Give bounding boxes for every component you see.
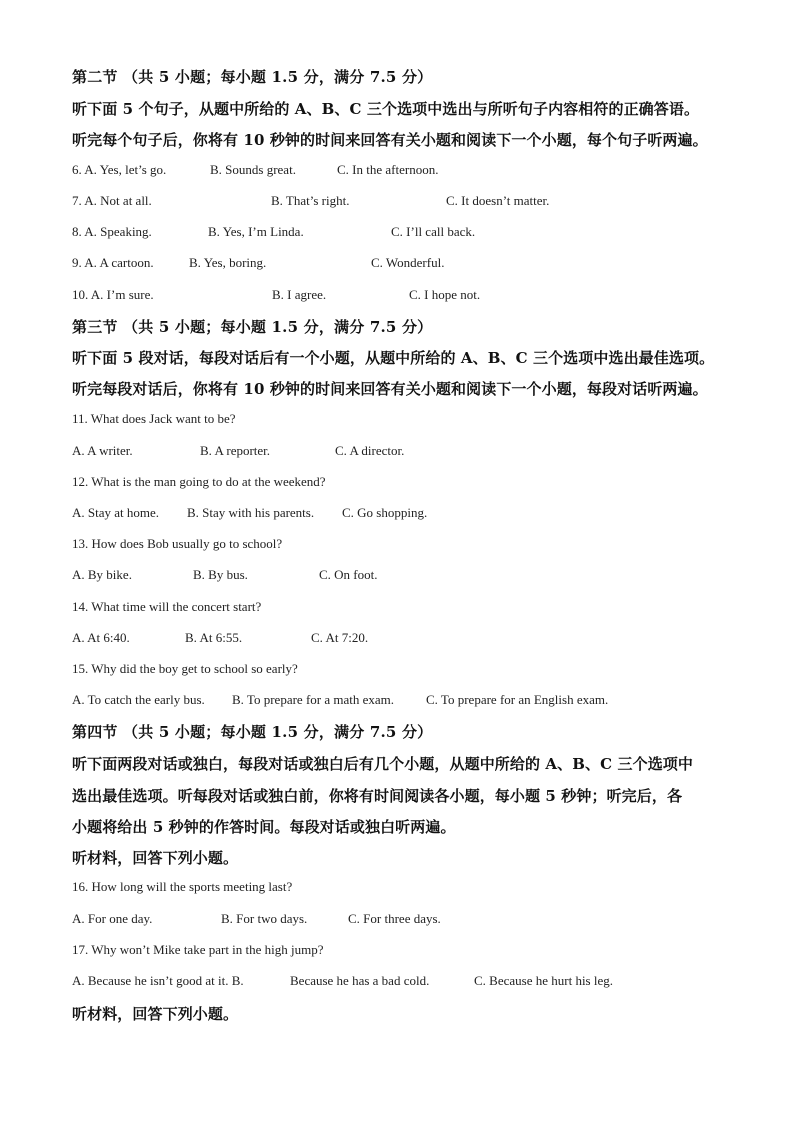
option-b: B. I agree.: [272, 287, 327, 302]
question-17-stem: 17. Why won’t Mike take part in the high jump?: [72, 942, 324, 957]
section-3-instruction: 听下面 5 段对话，每段对话后有一个小题，从题中所给的 A、B、C 三个选项中选出最佳选项。: [72, 349, 715, 367]
question-16-stem: 16. How long will the sports meeting last?: [72, 879, 293, 894]
option-b: Because he has a bad cold.: [290, 973, 430, 988]
section-3-instruction: 听完每段对话后，你将有 10 秒钟的时间来回答有关小题和阅读下一个小题，每段对话听两遍。: [72, 380, 708, 398]
section-2-instruction: 听完每个句子后，你将有 10 秒钟的时间来回答有关小题和阅读下一个小题，每个句子听两遍。: [72, 131, 708, 149]
option-b: B. Yes, boring.: [189, 255, 267, 270]
option-b: B. Sounds great.: [210, 162, 296, 177]
section-3-heading: 第三节 （共 5 小题；每小题 1.5 分，满分 7.5 分）: [72, 318, 433, 336]
section-4-instruction: 听下面两段对话或独白，每段对话或独白后有几个小题，从题中所给的 A、B、C 三个选项中: [72, 755, 694, 773]
option-c: C. I hope not.: [409, 287, 481, 302]
option-a: A. Because he isn’t good at it. B.: [72, 973, 244, 988]
option-b: B. Yes, I’m Linda.: [208, 224, 304, 239]
option-c: C. Because he hurt his leg.: [474, 973, 613, 988]
question-8-options: [0, 224, 794, 244]
question-10-options: [0, 287, 794, 307]
option-b: B. At 6:55.: [185, 630, 243, 645]
question-15-stem: 15. Why did the boy get to school so early?: [72, 661, 298, 676]
option-c: C. In the afternoon.: [337, 162, 439, 177]
option-a: 10. A. I’m sure.: [72, 287, 154, 302]
option-b: B. To prepare for a math exam.: [232, 692, 395, 707]
material-prompt: 听材料，回答下列小题。: [72, 849, 239, 867]
question-17-options: [0, 973, 794, 993]
option-c: C. Go shopping.: [342, 505, 428, 520]
question-7-options: [0, 193, 794, 213]
question-11-options: [0, 443, 794, 463]
question-13-stem: 13. How does Bob usually go to school?: [72, 536, 283, 551]
option-a: 9. A. A cartoon.: [72, 255, 154, 270]
question-14-stem: 14. What time will the concert start?: [72, 599, 262, 614]
section-4-heading: 第四节 （共 5 小题；每小题 1.5 分，满分 7.5 分）: [72, 723, 433, 741]
option-a: A. Stay at home.: [72, 505, 160, 520]
option-b: B. That’s right.: [271, 193, 350, 208]
question-15-options: [0, 692, 794, 712]
section-4-instruction: 小题将给出 5 秒钟的作答时间。每段对话或独白听两遍。: [72, 818, 456, 836]
option-b: B. For two days.: [221, 911, 308, 926]
option-b: B. By bus.: [193, 567, 248, 582]
question-12-stem: 12. What is the man going to do at the weekend?: [72, 474, 326, 489]
option-c: C. For three days.: [348, 911, 441, 926]
option-c: C. Wonderful.: [371, 255, 445, 270]
option-c: C. To prepare for an English exam.: [426, 692, 609, 707]
option-b: B. Stay with his parents.: [187, 505, 315, 520]
option-a: 8. A. Speaking.: [72, 224, 152, 239]
option-a: A. To catch the early bus.: [72, 692, 205, 707]
option-a: A. At 6:40.: [72, 630, 130, 645]
question-13-options: [0, 567, 794, 587]
option-c: C. I’ll call back.: [391, 224, 476, 239]
question-14-options: [0, 630, 794, 650]
question-11-stem: 11. What does Jack want to be?: [72, 411, 236, 426]
section-2-instruction: 听下面 5 个句子，从题中所给的 A、B、C 三个选项中选出与所听句子内容相符的正确答语。: [72, 100, 700, 118]
question-12-options: [0, 505, 794, 525]
option-a: A. For one day.: [72, 911, 153, 926]
option-c: C. It doesn’t matter.: [446, 193, 550, 208]
question-9-options: [0, 255, 794, 275]
section-4-instruction: 选出最佳选项。听每段对话或独白前，你将有时间阅读各小题，每小题 5 秒钟；听完后，各: [72, 787, 683, 805]
material-prompt: 听材料，回答下列小题。: [72, 1005, 239, 1023]
option-c: C. A director.: [335, 443, 405, 458]
option-c: C. At 7:20.: [311, 630, 369, 645]
option-b: B. A reporter.: [200, 443, 271, 458]
option-a: A. A writer.: [72, 443, 133, 458]
option-a: A. By bike.: [72, 567, 132, 582]
section-2-heading: 第二节 （共 5 小题；每小题 1.5 分，满分 7.5 分）: [72, 68, 433, 86]
option-a: 7. A. Not at all.: [72, 193, 152, 208]
option-c: C. On foot.: [319, 567, 378, 582]
option-a: 6. A. Yes, let’s go.: [72, 162, 167, 177]
question-16-options: [0, 911, 794, 931]
question-6-options: [0, 162, 794, 182]
